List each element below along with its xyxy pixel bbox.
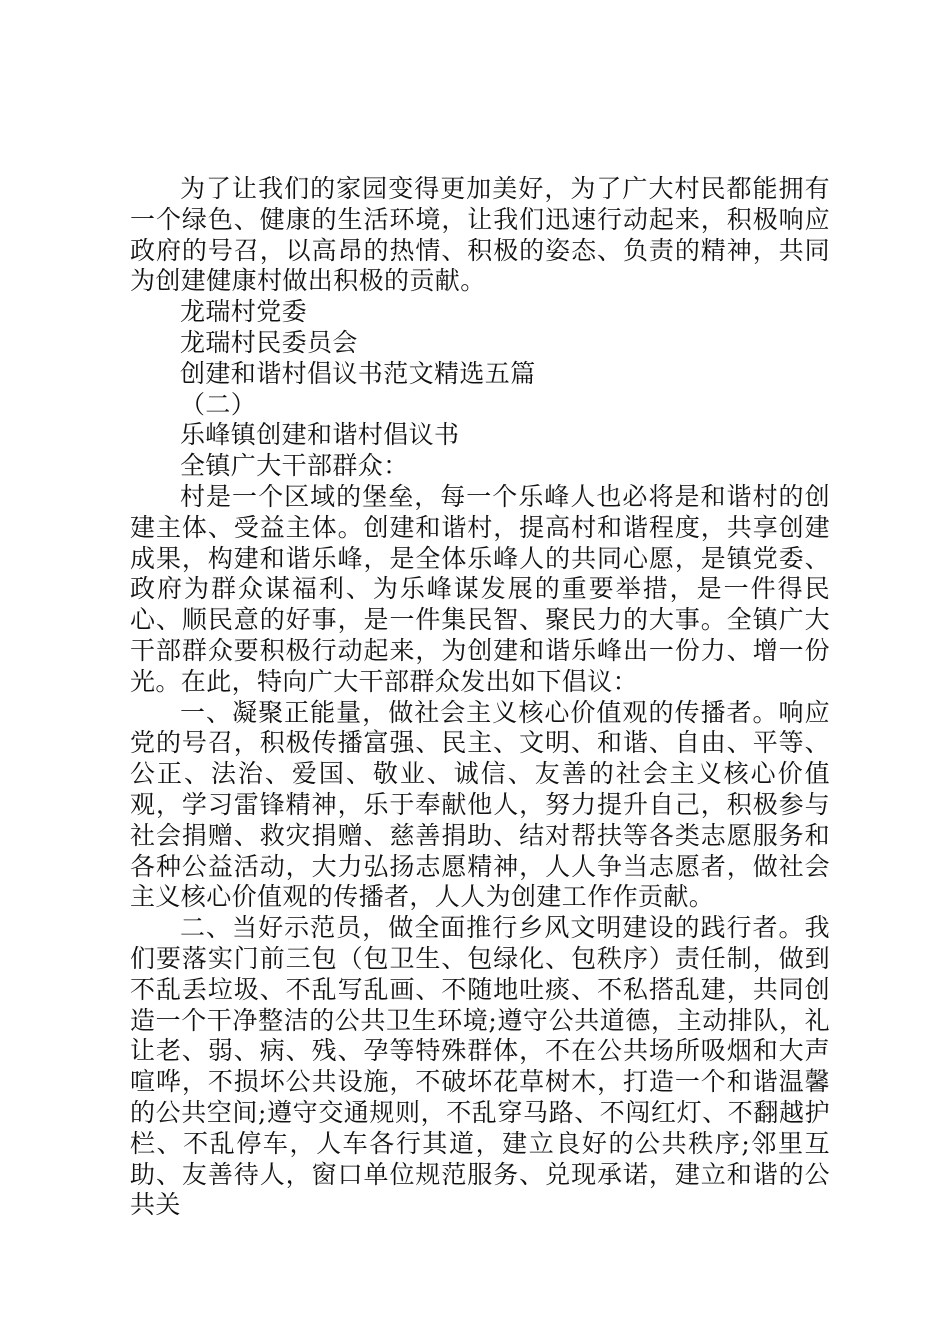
document-body — [130, 174, 830, 1221]
collection-title: 创建和谐村倡议书范文精选五篇 — [180, 358, 536, 388]
signature-villagers-committee: 龙瑞村民委员会 — [180, 327, 358, 357]
salutation: 全镇广大干部群众： — [180, 451, 409, 481]
section-title: 乐峰镇创建和谐村倡议书 — [180, 420, 460, 450]
signature-party-committee: 龙瑞村党委 — [180, 297, 308, 327]
paragraph-proposal-one: 一、凝聚正能量，做社会主义核心价值观的传播者。响应党的号召，积极传播富强、民主、文明、和谐、自由、平等、公正、法治、爱国、敬业、诚信、友善的社会主义核心价值观，学习雷锋精神，乐于奉献他人，努力提升自己，积极参与社会捐赠、救灾捐赠、慈善捐助、结对帮扶等各类志愿服务和各种公益活动，大力弘扬志愿精神，人人争当志愿者，做社会主义核心价值观的传播者，人人为创建工作作贡献。 — [130, 697, 830, 912]
section-number: （二） — [180, 389, 257, 419]
paragraph-call-to-action: 为了让我们的家园变得更加美好，为了广大村民都能拥有一个绿色、健康的生活环境，让我们迅速行动起来，积极响应政府的号召，以高昂的热情、积极的姿态、负责的精神，共同为创建健康村做出积极的贡献。 — [130, 174, 830, 296]
paragraph-proposal-two: 二、当好示范员，做全面推行乡风文明建设的践行者。我们要落实门前三包（包卫生、包绿化、包秩序）责任制，做到不乱丢垃圾、不乱写乱画、不随地吐痰、不私搭乱建，共同创造一个干净整洁的公共卫生环境;遵守公共道德，主动排队，礼让老、弱、病、残、孕等特殊群体，不在公共场所吸烟和大声喧哗，不损坏公共设施，不破坏花草树木，打造一个和谐温馨的公共空间;遵守交通规则，不乱穿马路、不闯红灯、不翻越护栏、不乱停车，人车各行其道，建立良好的公共秩序;邻里互助、友善待人，窗口单位规范服务、兑现承诺，建立和谐的公共关 — [130, 913, 830, 1220]
paragraph-introduction: 村是一个区域的堡垒，每一个乐峰人也必将是和谐村的创建主体、受益主体。创建和谐村，提高村和谐程度，共享创建成果，构建和谐乐峰，是全体乐峰人的共同心愿，是镇党委、政府为群众谋福利、为乐峰谋发展的重要举措，是一件得民心、顺民意的好事，是一件集民智、聚民力的大事。全镇广大干部群众要积极行动起来，为创建和谐乐峰出一份力、增一份光。在此，特向广大干部群众发出如下倡议： — [130, 481, 830, 696]
